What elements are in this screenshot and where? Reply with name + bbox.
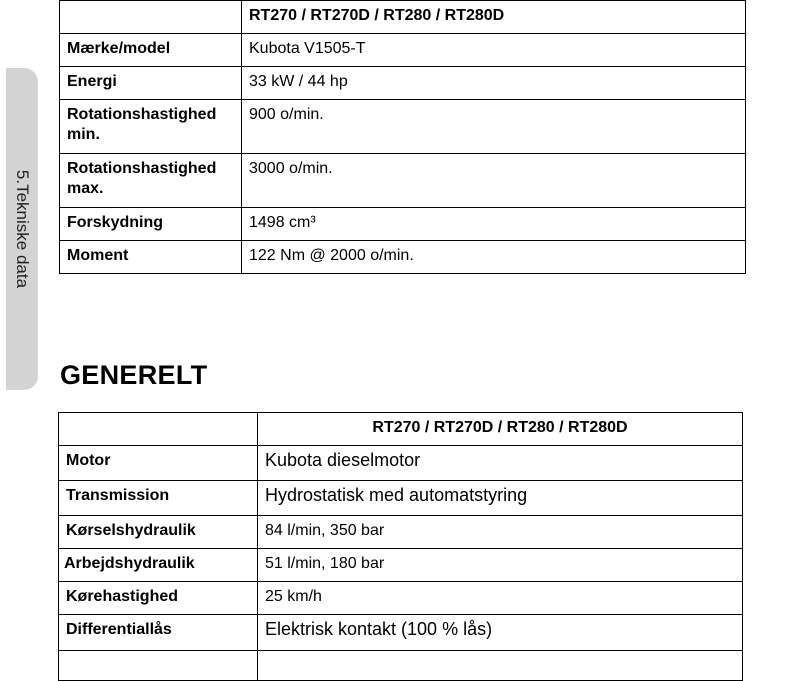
- table-row: [59, 516, 743, 549]
- row-value: 84 l/min, 350 bar: [258, 516, 743, 549]
- header-empty-cell: [59, 413, 258, 446]
- engine-spec-table: [59, 0, 746, 274]
- row-value: 900 o/min.: [242, 100, 746, 154]
- table-row: [60, 100, 746, 154]
- table-row: [59, 481, 743, 516]
- section-title: GENERELT: [60, 360, 208, 390]
- row-value: 51 l/min, 180 bar: [258, 549, 743, 582]
- row-value: Kubota dieselmotor: [258, 446, 743, 481]
- row-label: Arbejdshydraulik: [59, 549, 258, 582]
- row-value: Elektrisk kontakt (100 % lås): [258, 615, 743, 651]
- table-header-row: [60, 1, 746, 34]
- table-header-row: [59, 413, 743, 446]
- table-row: [59, 615, 743, 651]
- side-tab-label: 5.Tekniske data: [13, 169, 32, 289]
- row-label: Transmission: [59, 481, 258, 516]
- table-row: [60, 208, 746, 241]
- table-row: [59, 651, 743, 681]
- row-label: Forskydning: [60, 208, 242, 241]
- table-row: [60, 67, 746, 100]
- row-value: 33 kW / 44 hp: [242, 67, 746, 100]
- row-label: Mærke/model: [60, 34, 242, 67]
- table-row: [59, 582, 743, 615]
- row-value: [258, 651, 743, 681]
- general-spec-table: [58, 412, 743, 681]
- table-row: [60, 34, 746, 67]
- row-label: Moment: [60, 241, 242, 274]
- table-row: [60, 241, 746, 274]
- row-label: Motor: [59, 446, 258, 481]
- row-label: Kørehastighed: [59, 582, 258, 615]
- row-value: 3000 o/min.: [242, 154, 746, 208]
- row-label: Kørselshydraulik: [59, 516, 258, 549]
- row-value: Hydrostatisk med automatstyring: [258, 481, 743, 516]
- header-empty-cell: [60, 1, 242, 34]
- row-label: Energi: [60, 67, 242, 100]
- row-value: Kubota V1505-T: [242, 34, 746, 67]
- table-row: [60, 154, 746, 208]
- row-value: 25 km/h: [258, 582, 743, 615]
- row-value: 1498 cm³: [242, 208, 746, 241]
- row-label: Rotationshastighed max.: [60, 154, 242, 208]
- row-label: Differentiallås: [59, 615, 258, 651]
- table-header-models: RT270 / RT270D / RT280 / RT280D: [258, 413, 743, 446]
- row-label: [59, 651, 258, 681]
- row-label: Rotationshastighed min.: [60, 100, 242, 154]
- table-row: [59, 549, 743, 582]
- table-header-models: RT270 / RT270D / RT280 / RT280D: [242, 1, 746, 34]
- table-row: [59, 446, 743, 481]
- row-value: 122 Nm @ 2000 o/min.: [242, 241, 746, 274]
- section-side-tab[interactable]: [6, 68, 38, 390]
